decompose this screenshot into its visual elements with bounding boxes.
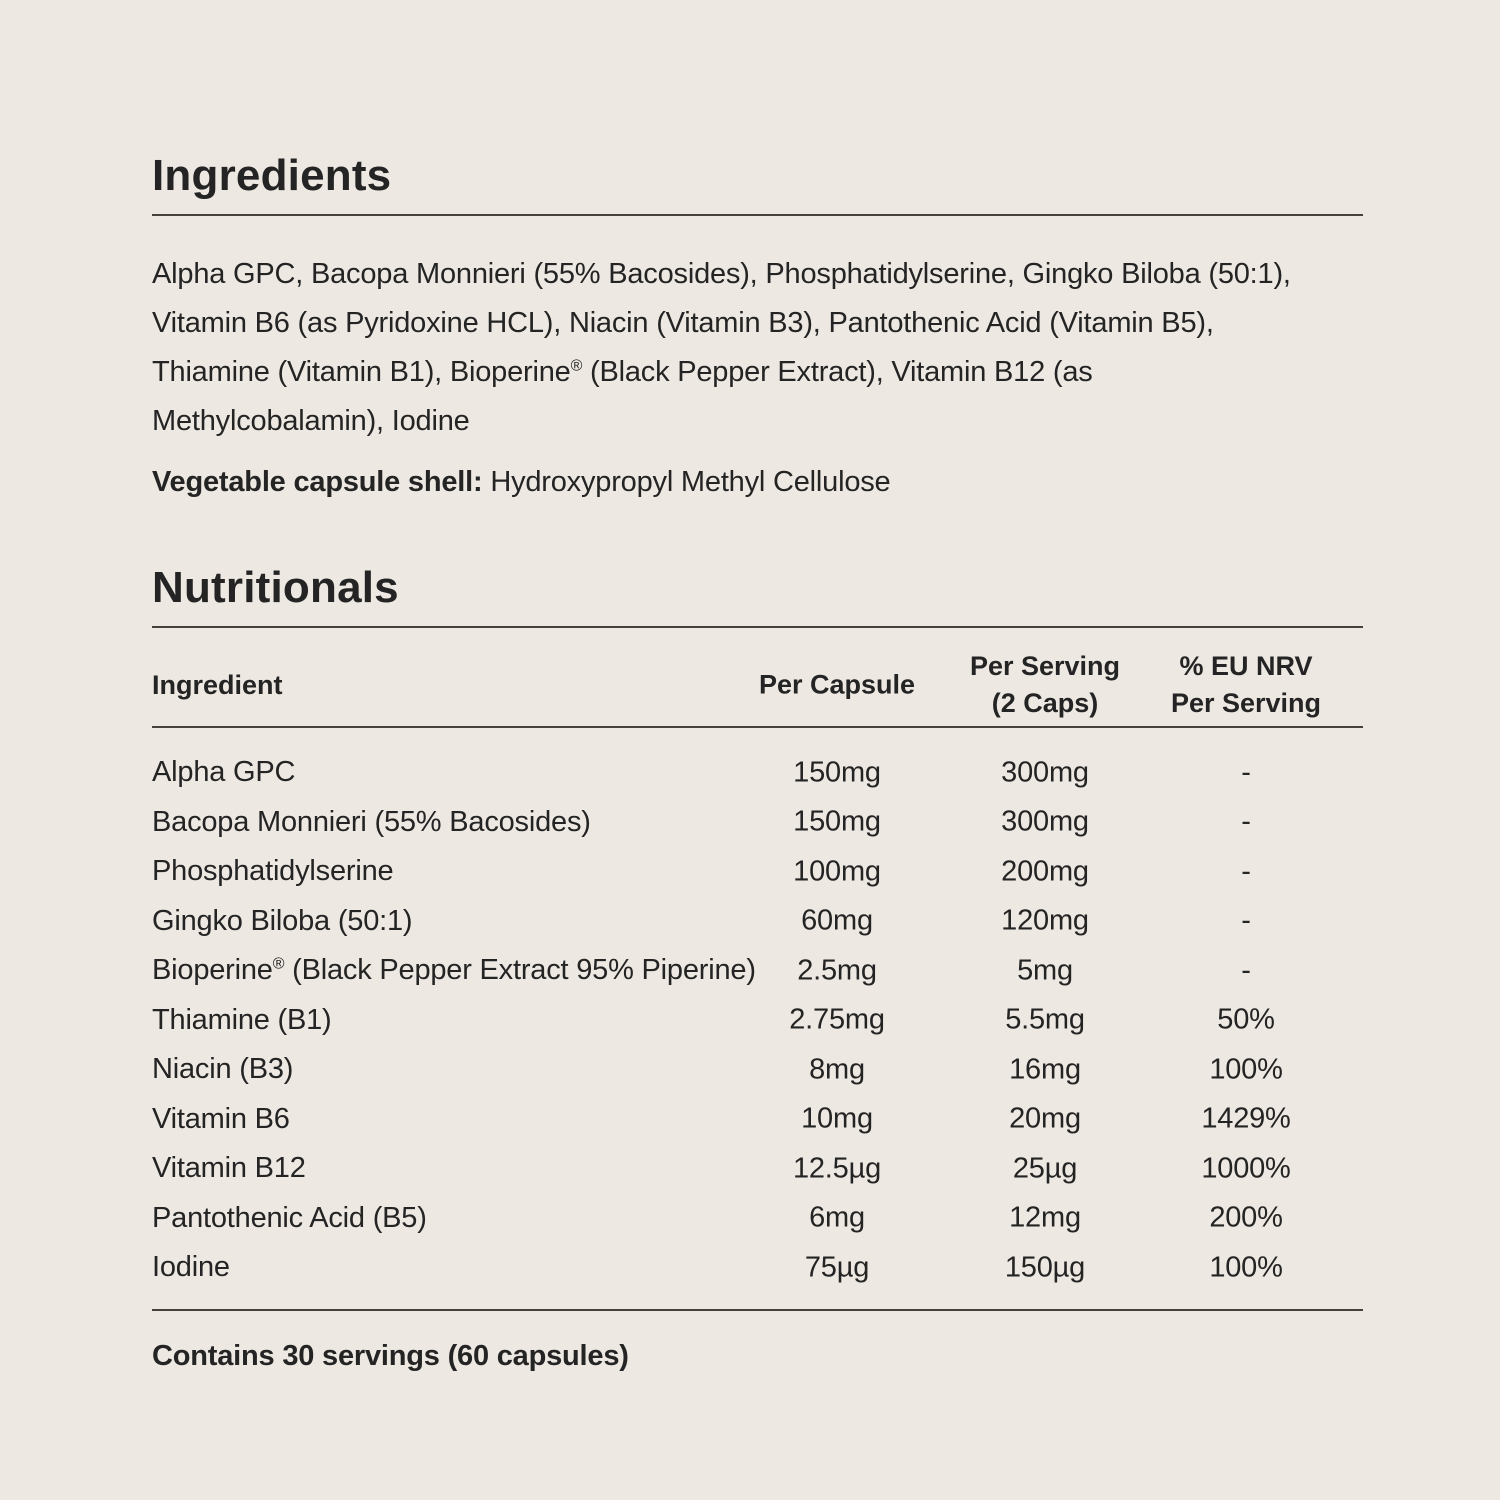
row-ingredient-name: Niacin (B3) (152, 1053, 294, 1086)
row-per-serving-value: 16mg (1009, 1053, 1081, 1086)
header-eu-nrv-line2: Per Serving (1170, 688, 1322, 718)
nutritionals-heading: Nutritionals (152, 563, 399, 612)
ingredients-list-line: Thiamine (Vitamin B1), Bioperine® (Black Pepper Extract), Vitamin B12 (as (152, 356, 1093, 388)
row-per-serving-value: 5mg (1017, 954, 1073, 987)
nutritionals-table-body (152, 748, 1363, 1293)
row-nrv-value: 100% (1209, 1053, 1283, 1086)
row-per-capsule-value: 150mg (793, 805, 881, 838)
header-per-serving-line1: Per Serving (969, 651, 1121, 681)
table-row (152, 1045, 1363, 1095)
row-per-serving-value: 300mg (1001, 805, 1089, 838)
header-per-serving (970, 648, 1120, 722)
row-per-capsule-value: 6mg (809, 1201, 865, 1234)
row-per-capsule-value: 2.5mg (797, 954, 877, 987)
row-nrv-value: - (1241, 855, 1251, 888)
row-per-capsule-value: 10mg (801, 1102, 873, 1135)
table-row (152, 946, 1363, 996)
table-row (152, 897, 1363, 947)
capsule-shell-value: Hydroxypropyl Methyl Cellulose (490, 466, 891, 498)
header-per-capsule: Per Capsule (758, 669, 916, 700)
row-ingredient-name: Pantothenic Acid (B5) (152, 1201, 427, 1234)
row-ingredient-name: Bioperine® (Black Pepper Extract 95% Piperine) (152, 954, 756, 987)
row-per-capsule-value: 150mg (793, 756, 881, 789)
row-nrv-value: 200% (1209, 1201, 1283, 1234)
row-ingredient-name: Vitamin B6 (152, 1102, 290, 1135)
ingredients-heading: Ingredients (152, 151, 392, 200)
row-ingredient-name: Iodine (152, 1251, 230, 1284)
row-nrv-value: 1000% (1201, 1152, 1291, 1185)
row-per-capsule-value: 100mg (793, 855, 881, 888)
table-row (152, 847, 1363, 897)
row-nrv-value: - (1241, 954, 1251, 987)
row-per-capsule-value: 75µg (804, 1251, 870, 1284)
row-per-serving-value: 25µg (1012, 1152, 1078, 1185)
ingredients-list-line: Methylcobalamin), Iodine (152, 405, 470, 437)
header-eu-nrv (1171, 648, 1321, 722)
row-ingredient-name: Phosphatidylserine (152, 855, 394, 888)
capsule-shell-line (152, 458, 1363, 507)
ingredients-list-line: Alpha GPC, Bacopa Monnieri (55% Bacosides), Phosphatidylserine, Gingko Biloba (50:1), (152, 258, 1291, 290)
row-ingredient-name: Bacopa Monnieri (55% Bacosides) (152, 805, 591, 838)
servings-note: Contains 30 servings (60 capsules) (152, 1339, 629, 1372)
row-nrv-value: - (1241, 805, 1251, 838)
header-ingredient: Ingredient (152, 669, 283, 700)
row-ingredient-name: Alpha GPC (152, 756, 296, 789)
row-ingredient-name: Gingko Biloba (50:1) (152, 904, 413, 937)
header-eu-nrv-line1: % EU NRV (1179, 651, 1313, 681)
row-nrv-value: - (1241, 904, 1251, 937)
table-row (152, 996, 1363, 1046)
row-per-serving-value: 200mg (1001, 855, 1089, 888)
table-bottom-divider (152, 1309, 1363, 1311)
row-per-serving-value: 20mg (1009, 1102, 1081, 1135)
header-per-serving-line2: (2 Caps) (991, 688, 1099, 718)
table-row (152, 1144, 1363, 1194)
table-row (152, 798, 1363, 848)
table-row (152, 1095, 1363, 1145)
row-nrv-value: - (1241, 756, 1251, 789)
nutritionals-heading-divider (152, 626, 1363, 628)
ingredients-heading-divider (152, 214, 1363, 216)
row-per-serving-value: 300mg (1001, 756, 1089, 789)
table-row (152, 1194, 1363, 1244)
row-nrv-value: 50% (1217, 1003, 1275, 1036)
label-panel (152, 0, 1363, 1377)
table-row (152, 748, 1363, 798)
table-header-divider (152, 726, 1363, 728)
row-per-serving-value: 150µg (1004, 1251, 1086, 1284)
nutritionals-table-header (152, 648, 1363, 722)
row-ingredient-name: Vitamin B12 (152, 1152, 306, 1185)
capsule-shell-label: Vegetable capsule shell: (152, 466, 483, 498)
row-per-capsule-value: 60mg (801, 904, 873, 937)
row-per-serving-value: 5.5mg (1005, 1003, 1085, 1036)
row-nrv-value: 1429% (1201, 1102, 1291, 1135)
row-nrv-value: 100% (1209, 1251, 1283, 1284)
row-per-capsule-value: 12.5µg (792, 1152, 882, 1185)
row-per-serving-value: 120mg (1001, 904, 1089, 937)
ingredients-list-line: Vitamin B6 (as Pyridoxine HCL), Niacin (Vitamin B3), Pantothenic Acid (Vitamin B5), (152, 307, 1214, 339)
row-ingredient-name: Thiamine (B1) (152, 1003, 332, 1036)
row-per-serving-value: 12mg (1009, 1201, 1081, 1234)
row-per-capsule-value: 2.75mg (789, 1003, 885, 1036)
ingredients-list (152, 250, 1363, 446)
table-row (152, 1243, 1363, 1293)
row-per-capsule-value: 8mg (809, 1053, 865, 1086)
